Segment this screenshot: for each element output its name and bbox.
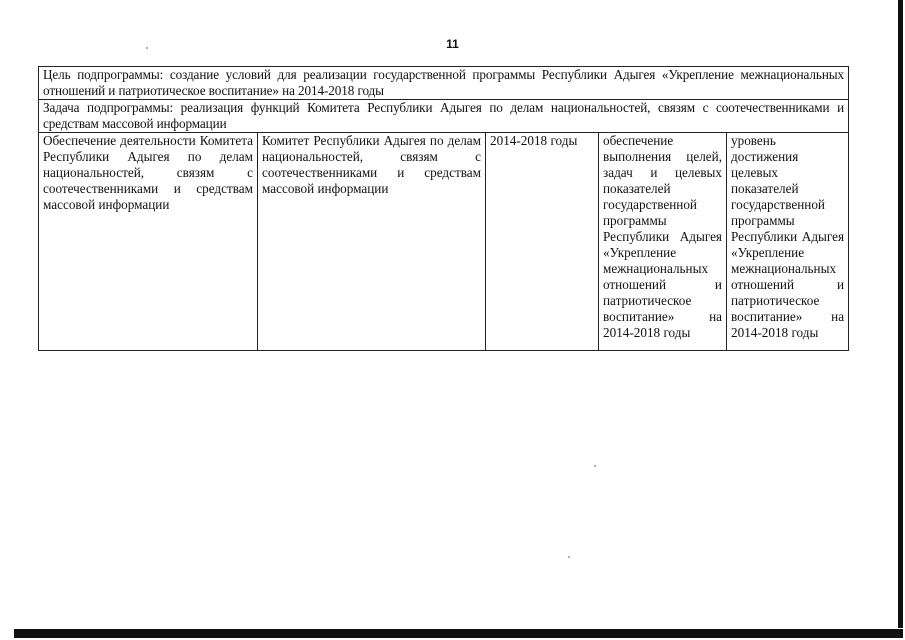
subprogram-table [38,66,849,351]
subprogram-goal-cell: Цель подпрограммы: создание условий для реализации государственной программы Республики Адыгея «Укрепление межнациональных отношений и патриотическое воспитание» на 2014-2018 годы [39,67,849,100]
period-cell: 2014-2018 годы [486,133,599,351]
scan-speck [568,556,570,558]
result-cell: обеспечение выполнения целей, задач и целевых показателей государственной программы Республики Адыгея «Укрепление межнациональных отношений и патриотическое воспитание» на 2014-2018 годы [599,133,727,351]
activity-cell: Обеспечение деятельности Комитета Республики Адыгея по делам национальностей, связям с соотечественниками и средствам массовой информации [39,133,258,351]
indicator-cell: уровень достижения целевых показателей государственной программы Республики Адыгея «Укрепление межнациональных отношений и патриотическое воспитание» на 2014-2018 годы [727,133,849,351]
scan-speck [146,47,148,49]
subprogram-task-cell: Задача подпрограммы: реализация функций Комитета Республики Адыгея по делам национальностей, связям с соотечественниками и средствам массовой информации [39,100,849,133]
executor-cell: Комитет Республики Адыгея по делам национальностей, связям с соотечественниками и средствам массовой информации [258,133,486,351]
scan-speck [594,465,596,467]
page-edge-bottom [14,629,903,638]
page-number: 11 [446,37,459,51]
table-row [39,133,849,351]
task-row [39,100,849,133]
page-edge-right [898,0,903,628]
goal-row [39,67,849,100]
